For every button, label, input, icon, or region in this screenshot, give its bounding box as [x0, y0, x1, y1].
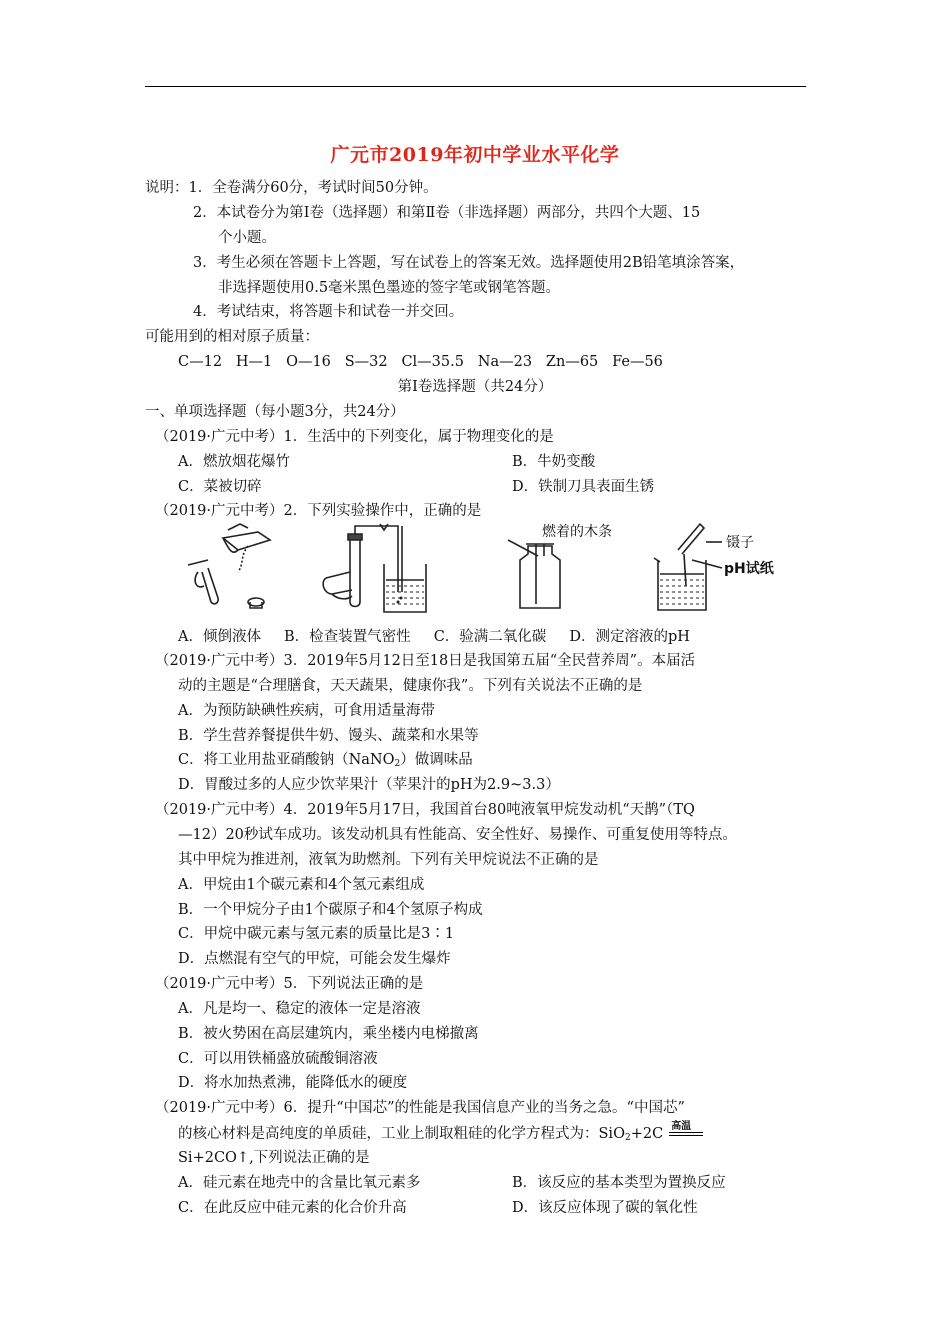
figure-a-pouring-liquid: [178, 520, 278, 615]
q6-stem-2-post: +2C: [630, 1126, 664, 1142]
atomic-mass-label: 可能用到的相对原子质量：: [145, 329, 319, 345]
reaction-condition: 高温: [671, 1121, 692, 1132]
atomic-mass-values: C—12 H—1 O—16 S—32 Cl—35.5 Na—23 Zn—65 Fe—56: [178, 354, 663, 370]
q3-stem-1: （2019·广元中考）3．2019年5月12日至18日是我国第五届“全民营养周”。本届活: [155, 653, 696, 669]
note-4: 4．考试结束，将答题卡和试卷一并交回。: [193, 304, 464, 320]
q4-option-c: C．甲烷中碳元素与氢元素的质量比是3∶1: [178, 926, 455, 942]
figure-b-airtightness: [318, 520, 438, 615]
q1-option-d: D．铁制刀具表面生锈: [512, 479, 655, 495]
q3-option-b: B．学生营养餐提供牛奶、馒头、蔬菜和水果等: [178, 728, 479, 744]
q5-option-b: B．被火势困在高层建筑内，乘坐楼内电梯撤离: [178, 1026, 479, 1042]
q2-options: A．倾倒液体 B．检查装置气密性 C．验满二氧化碳 D．测定溶液的pH: [178, 629, 690, 645]
q1-option-b: B．牛奶变酸: [512, 454, 596, 470]
q3-option-a: A．为预防缺碘性疾病，可食用适量海带: [178, 703, 435, 719]
q6-option-a: A．硅元素在地壳中的含量比氧元素多: [178, 1175, 421, 1191]
note-3-cont: 非选择题使用0.5毫米黑色墨迹的签字笔或钢笔答题。: [218, 280, 561, 296]
q6-option-b: B．该反应的基本类型为置换反应: [512, 1175, 726, 1191]
q4-option-b: B．一个甲烷分子由1个碳原子和4个氢原子构成: [178, 902, 483, 918]
q6-stem-2: [178, 1123, 703, 1148]
q6-stem-2-sub: 2: [624, 1133, 631, 1143]
section-1-heading: 一、单项选择题（每小题3分，共24分）: [145, 404, 405, 420]
q6-option-c: C．在此反应中硅元素的化合价升高: [178, 1200, 407, 1216]
q3-option-d: D．胃酸过多的人应少饮苹果汁（苹果汁的pH为2.9~3.3）: [178, 777, 560, 793]
header-rule: [145, 86, 806, 87]
q5-option-d: D．将水加热煮沸，能降低水的硬度: [178, 1075, 408, 1091]
q1-option-c: C．菜被切碎: [178, 479, 262, 495]
q4-option-d: D．点燃混有空气的甲烷，可能会发生爆炸: [178, 951, 451, 967]
page-title: 广元市2019年初中学业水平化学: [330, 144, 620, 166]
q4-stem-2: —12）20秒试车成功。该发动机具有性能高、安全性好、易操作、可重复使用等特点。: [178, 827, 737, 843]
q5-option-c: C．可以用铁桶盛放硫酸铜溶液: [178, 1051, 378, 1067]
note-2-cont: 个小题。: [218, 230, 276, 246]
q1-option-a: A．燃放烟花爆竹: [178, 454, 290, 470]
q5-stem: （2019·广元中考）5．下列说法正确的是: [155, 976, 424, 992]
q1-stem: （2019·广元中考）1．生活中的下列变化，属于物理变化的是: [155, 429, 554, 445]
figure-d-label-ph-paper: pH试纸: [724, 561, 774, 577]
q2-stem: （2019·广元中考）2．下列实验操作中，正确的是: [155, 503, 482, 519]
q2-figures: [178, 520, 788, 615]
q3-option-c-post: ）做调味品: [400, 752, 473, 768]
figure-c-co2-check: [498, 520, 648, 615]
q4-stem-1: （2019·广元中考）4．2019年5月17日，我国首台80吨液氧甲烷发动机“天鹊”（TQ: [155, 802, 695, 818]
q4-option-a: A．甲烷由1个碳元素和4个氢元素组成: [178, 877, 425, 893]
q3-option-c-sub: 2: [394, 759, 401, 769]
note-1: 说明：1．全卷满分60分，考试时间50分钟。: [145, 180, 438, 196]
q5-option-a: A．凡是均一、稳定的液体一定是溶液: [178, 1001, 421, 1017]
q6-stem-3: Si+2CO↑,下列说法正确的是: [178, 1150, 370, 1166]
q4-stem-3: 其中甲烷为推进剂，液氧为助燃剂。下列有关甲烷说法不正确的是: [178, 852, 599, 868]
note-3: 3．考生必须在答题卡上答题，写在试卷上的答案无效。选择题使用2B铅笔填涂答案，: [193, 255, 745, 271]
q3-stem-2: 动的主题是“合理膳食，天天蔬果，健康你我”。下列有关说法不正确的是: [178, 678, 643, 694]
q3-option-c: [178, 750, 473, 774]
figure-d-label-tweezers: 镊子: [726, 535, 754, 551]
figure-d-ph-test: [648, 520, 788, 615]
q3-option-c-pre: C．将工业用盐亚硝酸钠（NaNO: [178, 752, 395, 768]
q6-option-d: D．该反应体现了碳的氧化性: [512, 1200, 698, 1216]
reaction-arrow: [669, 1123, 703, 1141]
q6-stem-2-pre: 的核心材料是高纯度的单质硅，工业上制取粗硅的化学方程式为：SiO: [178, 1126, 625, 1142]
figure-c-label: 燃着的木条: [542, 524, 612, 540]
part-1-title: 第Ⅰ卷选择题（共24分）: [397, 379, 553, 395]
note-2: 2．本试卷分为第Ⅰ卷（选择题）和第Ⅱ卷（非选择题）两部分，共四个大题、15: [193, 205, 701, 221]
q6-stem-1: （2019·广元中考）6．提升“中国芯”的性能是我国信息产业的当务之急。“中国芯”: [155, 1100, 685, 1116]
